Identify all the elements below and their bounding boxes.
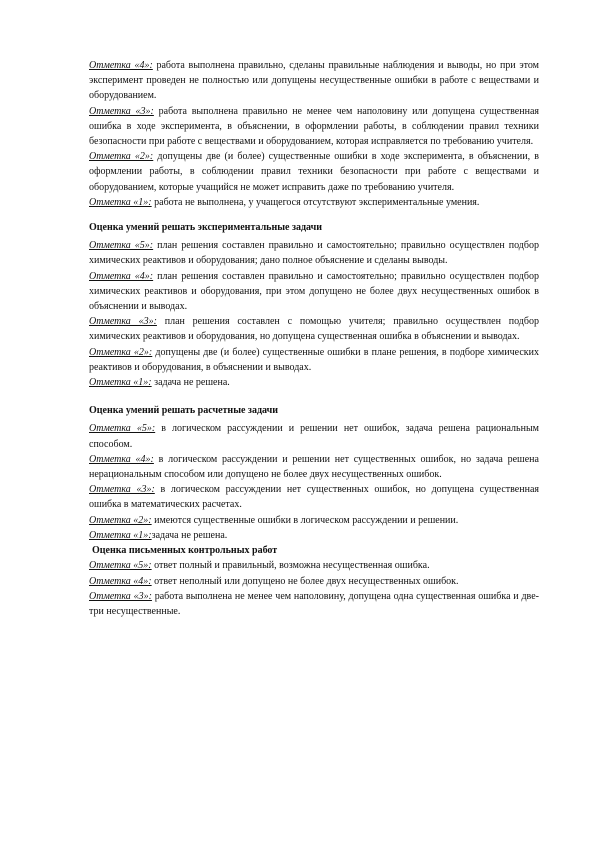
grade-4-calc <box>89 452 539 482</box>
grade-label: Отметка «3»: <box>89 105 154 117</box>
grade-4-written <box>89 574 539 589</box>
grade-4-experiment <box>89 58 539 104</box>
grade-label: Отметка «3»: <box>89 590 152 602</box>
grade-text: работа не выполнена, у учащегося отсутствуют экспериментальные умения. <box>151 196 480 208</box>
grade-label: Отметка «1»: <box>89 377 152 389</box>
grade-label: Отметка «4»: <box>89 60 153 71</box>
grade-text: ответ неполный или допущено не более двух несущественных ошибок. <box>151 575 459 587</box>
grade-label: Отметка «5»: <box>89 240 154 252</box>
grade-label: Отметка «3»: <box>89 316 157 328</box>
grade-2-experiment <box>89 149 539 195</box>
grade-label: Отметка «3»: <box>89 484 155 496</box>
grade-label: Отметка «5»: <box>89 423 156 435</box>
grade-text: в логическом рассуждении и решении нет ошибок, задача решена рациональным способом. <box>89 423 539 450</box>
grade-label: Отметка «4»: <box>89 270 154 282</box>
grade-3-written <box>89 589 539 619</box>
grade-text: в логическом рассуждении нет существенных ошибок, но допущена существенная ошибка в математических расчетах. <box>89 484 539 511</box>
grade-5-written <box>89 558 539 573</box>
grade-text: в логическом рассуждении и решении нет существенных ошибок, но задача решена нерациональным способом или допущено не более двух несущественных ошибок. <box>89 453 539 481</box>
grade-text: допущены две (и более) существенные ошибки в ходе эксперимента, в объяснении, в оформлении работы, в соблюдении правил техники безопасности при работе с веществами и оборудованием, которые учащийся не может исправить даже по требованию учителя. <box>89 151 539 193</box>
grade-text: имеются существенные ошибки в логическом рассуждении и решении. <box>151 514 459 526</box>
grade-label: Отметка «4»: <box>89 575 152 587</box>
grade-1-calc <box>89 528 539 543</box>
grade-2-exp-task <box>89 345 539 375</box>
grade-label: Отметка «1»: <box>89 529 152 541</box>
grade-text: работа выполнена не менее чем наполовину, допущена одна существенная ошибка и две-три несущественные. <box>89 590 539 617</box>
spacer <box>89 210 539 220</box>
grade-text: допущены две (и более) существенные ошибки в плане решения, в подборе химических реактивов и оборудования, в объяснении и выводах. <box>89 346 539 373</box>
grade-text: план решения составлен с помощью учителя; правильно осуществлен подбор химических реактивов и оборудования, но допущена существенная ошибка в объяснении и выводах. <box>89 316 539 343</box>
grade-label: Отметка «2»: <box>89 151 154 163</box>
grade-3-calc <box>89 482 539 512</box>
grade-label: Отметка «1»: <box>89 196 152 208</box>
grade-text: ответ полный и правильный, возможна несущественная ошибка. <box>151 560 430 572</box>
grade-text: работа выполнена правильно, сделаны правильные наблюдения и выводы, но при этом эксперимент проведен не полностью или допущены несущественные ошибки в работе с веществами и оборудованием. <box>89 60 539 102</box>
grade-text: задача не решена. <box>151 377 230 389</box>
grade-text: задача не решена. <box>151 529 228 541</box>
grade-5-calc <box>89 421 539 451</box>
grade-4-exp-task <box>89 269 539 315</box>
section-heading-written-tests: Оценка письменных контрольных работ <box>92 545 278 557</box>
grade-label: Отметка «4»: <box>89 453 154 465</box>
grade-1-exp-task <box>89 375 539 390</box>
grade-3-experiment <box>89 104 539 150</box>
grade-text: работа выполнена правильно не менее чем наполовину или допущена существенная ошибка в ходе эксперимента, в объяснении, в оформлении работы, в соблюдении правил техники безопасности при работе с веществами и оборудованием, которая исправляется по требованию учителя. <box>89 105 539 148</box>
grade-5-exp-task <box>89 238 539 268</box>
grade-1-experiment <box>89 195 539 210</box>
section-heading-calculation-tasks: Оценка умений решать расчетные задачи <box>89 405 279 417</box>
spacer <box>89 390 539 403</box>
section-heading-experimental-tasks: Оценка умений решать экспериментальные задачи <box>89 222 323 234</box>
grade-label: Отметка «2»: <box>89 346 153 358</box>
grade-text: план решения составлен правильно и самостоятельно; правильно осуществлен подбор химических реактивов и оборудования, при этом допущено не более двух несущественных ошибок в объяснении и выводах. <box>89 270 539 313</box>
grade-label: Отметка «5»: <box>89 560 152 572</box>
grade-label: Отметка «2»: <box>89 514 152 526</box>
document-body <box>89 58 539 619</box>
grade-3-exp-task <box>89 314 539 344</box>
grade-2-calc <box>89 513 539 528</box>
grade-text: план решения составлен правильно и самостоятельно; правильно осуществлен подбор химических реактивов и оборудования; дано полное объяснение и сделаны выводы. <box>89 240 539 267</box>
